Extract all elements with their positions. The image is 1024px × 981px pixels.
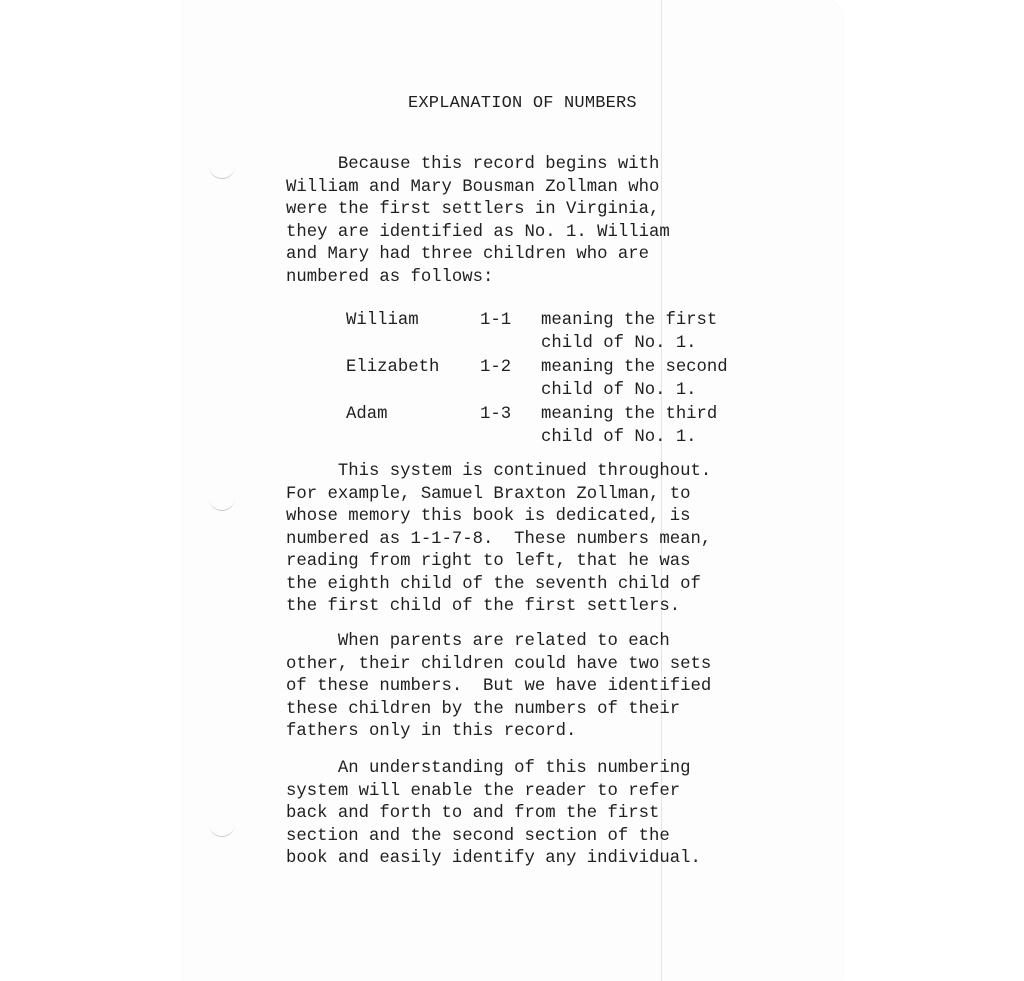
child-name: Adam [346, 405, 388, 424]
paragraph-example: This system is continued throughout. For example, Samuel Braxton Zollman, to whose memory this book is dedicated, is numbered as 1-1-7-8. These numbers mean, reading from right to left, that he was the eighth child of the seventh child of the first child of the first settlers. [286, 462, 712, 616]
page-title: EXPLANATION OF NUMBERS [408, 94, 637, 113]
binder-hole-mark [209, 820, 235, 837]
child-number: 1-3 [480, 405, 512, 424]
child-meaning: meaning the first child of No. 1. [541, 311, 718, 353]
binder-hole-mark [209, 162, 235, 179]
paragraph-intro: Because this record begins with William and Mary Bousman Zollman who were the first settlers in Virginia, they are identified as No. 1. William and Mary had three children who are numbered as follows: [286, 155, 670, 287]
child-name: Elizabeth [346, 358, 440, 377]
paragraph-understanding: An understanding of this numbering system will enable the reader to refer back and forth to and from the first section and the second section of the book and easily identify any individual. [286, 759, 701, 868]
child-meaning: meaning the second child of No. 1. [541, 358, 728, 400]
child-number: 1-1 [480, 311, 512, 330]
child-name: William [346, 311, 419, 330]
document-page [183, 0, 843, 981]
paragraph-related-parents: When parents are related to each other, their children could have two sets of these numbers. But we have identified these children by the numbers of their fathers only in this record. [286, 632, 712, 741]
child-meaning: meaning the third child of No. 1. [541, 405, 718, 447]
child-number: 1-2 [480, 358, 512, 377]
binder-hole-mark [209, 494, 235, 511]
